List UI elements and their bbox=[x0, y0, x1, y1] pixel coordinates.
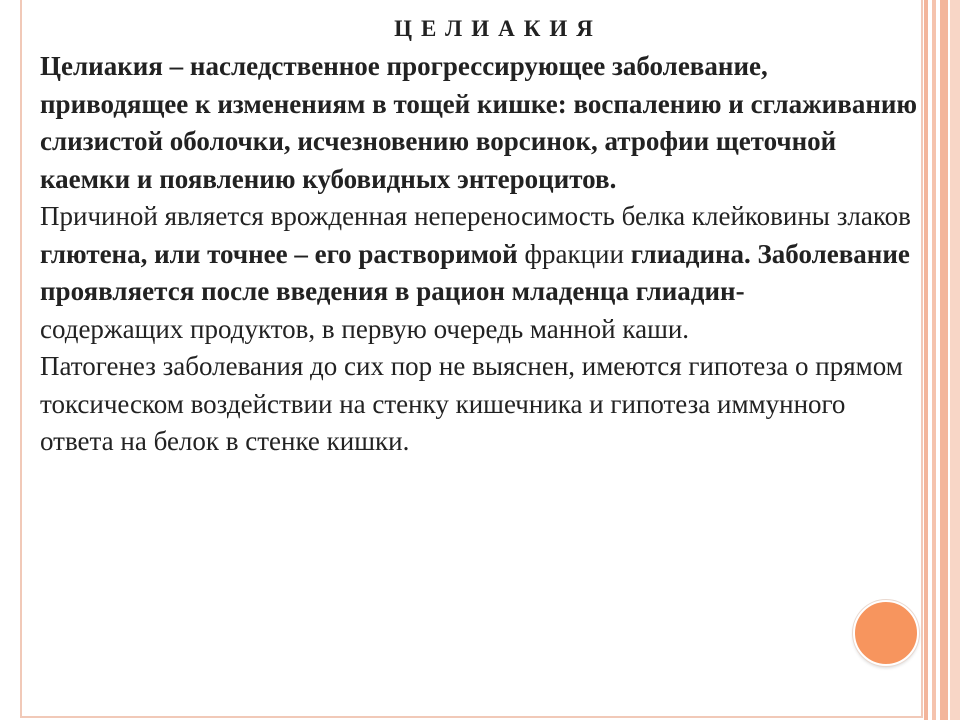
slide-title: ЦЕЛИАКИЯ bbox=[394, 16, 602, 41]
slide-content bbox=[40, 14, 920, 461]
intro-paragraph: Целиакия – наследственное прогрессирующее заболевание, приводящее к изменениям в тощей кишке: воспалению и сглаживанию слизистой оболочки, исчезновению ворсинок, атрофии щеточной каемки и появлению кубовидных энтероцитов. bbox=[40, 51, 918, 194]
gliadin-emphasis: глиадина. Заболевание проявляется после введения в рацион младенца глиадин- bbox=[40, 238, 910, 306]
cause-text: Причиной является врожденная непереносимость белка клейковины злаков bbox=[40, 201, 911, 231]
decorative-stripe bbox=[950, 0, 960, 720]
fraction-text: фракции bbox=[517, 238, 631, 269]
orange-circle-decoration bbox=[853, 600, 919, 666]
decorative-stripe bbox=[940, 0, 948, 720]
gluten-emphasis: глютена, или точнее – его растворимой bbox=[40, 238, 518, 269]
decorative-stripe bbox=[932, 0, 936, 720]
decorative-stripe bbox=[924, 0, 928, 720]
products-text: содержащих продуктов, в первую очередь манной каши. bbox=[40, 313, 690, 344]
cause-paragraph bbox=[40, 198, 920, 348]
pathogenesis-paragraph: Патогенез заболевания до сих пор не выяснен, имеются гипотеза о прямом токсическом воздействии на стенку кишечника и гипотеза иммунного ответа на белок в стенке кишки. bbox=[40, 351, 903, 456]
